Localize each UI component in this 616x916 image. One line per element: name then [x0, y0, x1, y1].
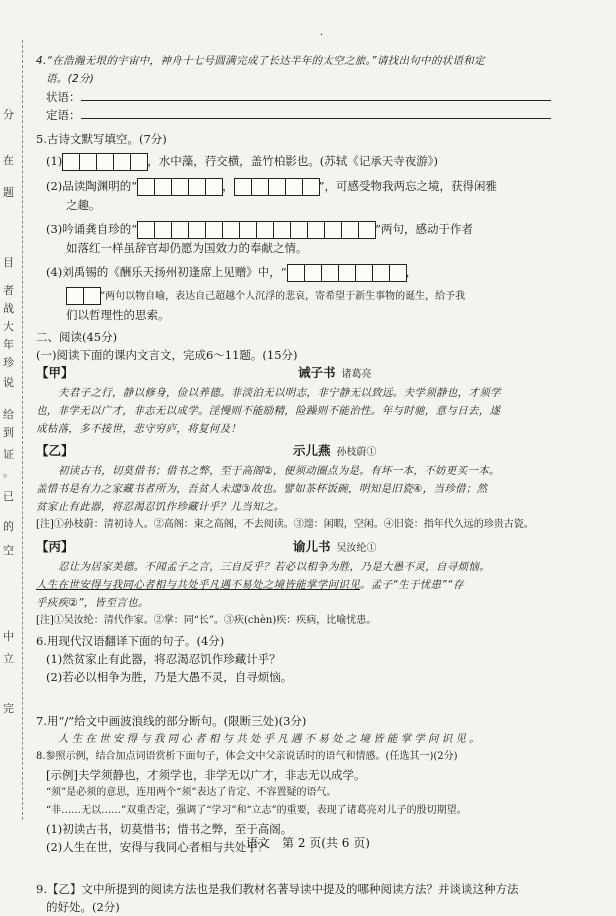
q5-4-text-c: ”两句以物自喻，表达自己超越个人沉浮的悲哀，寄希望于新生事物的诞生，给予我 [100, 291, 466, 302]
binding-dot: · [320, 30, 324, 41]
margin-char: 年 [3, 338, 14, 351]
wavy-underlined-text: 人生在世安得与我同心者相与共处乎凡遇不易处之境皆能掌学问识见 [36, 579, 360, 591]
q5-4-comma: ， [405, 265, 418, 279]
q5-item-2-cont: 之趣。 [66, 198, 101, 212]
q8-example-3: “非……无以……”双重否定，强调了“学习”和“立志”的重要，表现了诸葛亮对儿子的殷切期望。 [46, 805, 467, 816]
margin-char: 目 [3, 256, 14, 269]
margin-char: 珍 [3, 356, 14, 369]
q8-item-1: (1)初读古书，切莫惜书；惜书之弊，至于高阁。 [46, 822, 293, 836]
passage-bing-line-3: 乎疢疾②”，皆至言也。 [36, 597, 149, 609]
passage-bing-author: 吴汝纶① [336, 543, 377, 554]
q5-item-3 [36, 220, 596, 239]
page-content [36, 52, 596, 916]
q5-item-4-cont2: 们以哲理性的思索。 [66, 308, 170, 322]
margin-char: 给 [3, 408, 14, 421]
passage-jia-line-2: 也，非学无以广才，非志无以成学。淫慢则不能励精，险躁则不能治性。年与时驰，意与日去，遂 [36, 405, 501, 417]
q5-4-boxes-b[interactable] [66, 286, 100, 305]
q5-3-text-b: ”两句，感动于作者 [375, 222, 474, 236]
q9-line-1: 9.【乙】文中所提到的阅读方法也是我们教材名著导读中提及的哪种阅读方法？并谈谈这种方法 [36, 882, 519, 896]
passage-jia-author: 诸葛亮 [341, 369, 372, 380]
q5-item-3-cont: 如落红一样虽辞官却仍愿为国效力的奉献之情。 [66, 241, 308, 255]
q5-1-text: ，水中藻，荇交横，盖竹柏影也。(苏轼《记承天寺夜游》) [147, 154, 439, 168]
q4-line-1: 4.“在浩瀚无垠的宇宙中，神舟十七号圆满完成了长达半年的太空之旅。”请找出句中的状语和定 [36, 55, 485, 67]
q8-example-1: [示例]夫学须静也，才须学也，非学无以广才，非志无以成学。 [46, 768, 366, 782]
q6-heading: 6.用现代汉语翻译下面的句子。(4分) [36, 634, 225, 648]
section-2-heading: 二、阅读(45分) [36, 330, 118, 344]
margin-char: 的 [3, 520, 14, 533]
passage-bing-tag: 【丙】 [36, 539, 74, 554]
passage-bing-title-row [36, 538, 596, 558]
page-footer: 语文 第 2 页(共 6 页) [246, 836, 370, 850]
margin-char: 证 [3, 448, 14, 461]
passage-jia-line-1: 夫君子之行，静以修身，俭以养德。非淡泊无以明志，非宁静无以致远。夫学须静也，才须学 [58, 387, 501, 399]
margin-char: 者 [3, 284, 14, 297]
q4-dingyu-label: 定语： [46, 108, 81, 122]
q8-item-2: (2)人生在世，安得与我同心者相与共处乎？ [46, 840, 270, 854]
margin-char: 立 [3, 652, 14, 665]
passage-bing-line-2b: 。孟子“生于忧患”“存 [360, 579, 464, 591]
margin-char: 在 [3, 154, 14, 167]
q5-2-boxes-a[interactable] [137, 177, 222, 196]
q5-item-2 [36, 177, 596, 196]
margin-char: 。 [3, 466, 14, 479]
margin-char: 中 [3, 630, 14, 643]
q5-4-boxes-a[interactable] [287, 263, 406, 282]
q5-2-text-a: (2)品读陶渊明的“ [46, 179, 138, 193]
passage-bing-line-2 [36, 576, 596, 594]
passage-yi-line-3: 贫家止有此器，将忍渴忍饥作珍藏计乎？儿当知之。 [36, 501, 285, 513]
passage-bing-title: 谕儿书 [293, 539, 331, 554]
q4-line-2: 语。(2分) [46, 73, 95, 85]
q7-text[interactable]: 人生在世安得与我同心者相与共处乎凡遇不易处之境皆能掌学问识见。 [58, 733, 483, 745]
margin-char: 说 [3, 376, 14, 389]
q6-item-1: (1)然贫家止有此器，将忍渴忍饥作珍藏计乎？ [46, 652, 281, 666]
q5-item-1 [36, 152, 596, 171]
passage-bing-note: [注]①吴汝纶：清代作家。②掌：同“长”。③疢(chèn)疾：疾病，比喻忧患。 [36, 615, 377, 626]
q5-heading: 5.古诗文默写填空。(7分) [36, 132, 167, 146]
q5-3-text-a: (3)吟诵龚自珍的“ [46, 222, 138, 236]
q5-item-4 [36, 263, 596, 282]
margin-char: 题 [3, 186, 14, 199]
q5-item-4-cont [36, 286, 596, 306]
margin-char: 分 [3, 108, 14, 121]
passage-jia-line-3: 成枯落，多不接世，悲守穷庐，将复何及！ [36, 423, 242, 435]
q5-1-boxes[interactable] [62, 152, 147, 171]
passage-yi-author: 孙枝蔚① [336, 447, 377, 458]
passage-jia-title: 诫子书 [298, 365, 336, 380]
q4-zhuangyu-blank[interactable] [81, 88, 551, 101]
margin-char: 大 [3, 320, 14, 333]
q5-2-text-c: ”，可感受物我两忘之境，获得闲雅 [318, 179, 498, 193]
passage-yi-tag: 【乙】 [36, 443, 74, 458]
q6-item-2: (2)若必以相争为胜，乃是大愚不灵，自寻烦恼。 [46, 670, 293, 684]
passage-jia-tag: 【甲】 [36, 365, 74, 380]
q4-answer-zhuangyu [36, 88, 596, 106]
q5-3-boxes[interactable] [137, 220, 375, 239]
passage-bing-line-1: 忍让为居家美德。不闻孟子之言，三自反乎？若必以相争为胜，乃是大愚不灵，自寻烦恼。 [58, 561, 490, 573]
q4-zhuangyu-label: 状语： [46, 90, 81, 104]
q4-answer-dingyu [36, 106, 596, 124]
q5-2-boxes-b[interactable] [234, 177, 319, 196]
q7-heading: 7.用“/”给文中画波浪线的部分断句。(限断三处)(3分) [36, 714, 307, 728]
passage-yi-title-row [36, 442, 596, 462]
q8-heading: 8.参照示例，结合加点词语赏析下面句子，体会文中父亲说话时的语气和情感。(任选其一)(2分) [36, 751, 458, 762]
margin-char: 到 [3, 426, 14, 439]
binding-margin [0, 0, 24, 868]
section-2-subheading: (一)阅读下面的课内文言文，完成6～11题。(15分) [36, 348, 298, 362]
margin-char: 战 [3, 302, 14, 315]
margin-char: 空 [3, 544, 14, 557]
passage-yi-note: [注]①孙枝蔚：清初诗人。②高阁：束之高阁，不去阅读。③遑：闲暇，空闲。④旧瓷：指年代久远的珍贵古瓷。 [36, 519, 534, 530]
passage-yi-title: 示儿燕 [293, 443, 331, 458]
q5-4-text-a: (4)刘禹锡的《酬乐天扬州初逢席上见赠》中，“ [46, 265, 287, 279]
q9-line-2: 的好处。(2分) [46, 900, 120, 914]
passage-yi-line-2: 盖惜书是有力之家藏书者所为，吾贫人未遑③故也。譬如茶杯饭碗，明知是旧瓷④，当珍借；然 [36, 483, 488, 495]
q5-2-comma: ， [222, 179, 234, 193]
q4-dingyu-blank[interactable] [81, 106, 551, 119]
margin-char: 完 [3, 702, 14, 715]
binding-line [22, 40, 23, 820]
margin-char: 已 [3, 490, 14, 503]
q5-1-label: (1) [46, 154, 63, 168]
passage-yi-line-1: 初读古书，切莫借书；借书之弊，至于高阁②，便须动圈点为是。有坏一本，不妨更买一本。 [58, 465, 500, 477]
q8-example-2: “须”是必须的意思，连用两个“须”表达了肯定、不容置疑的语气。 [46, 787, 337, 798]
passage-jia-title-row [36, 364, 596, 384]
